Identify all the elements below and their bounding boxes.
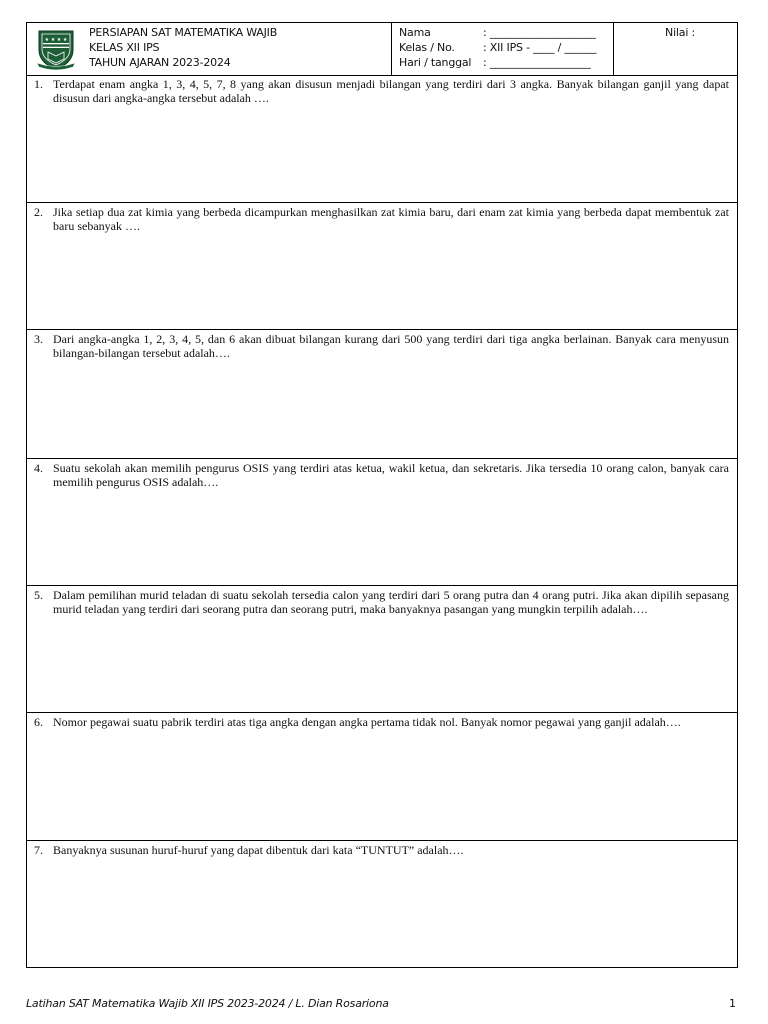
question-text: Terdapat enam angka 1, 3, 4, 5, 7, 8 yang akan disusun menjadi bilangan yang terdiri dari 3 angka. Banyak bilangan ganjil yang dapat disusun dari angka-angka tersebut adalah …. [53,77,729,105]
question-text: Suatu sekolah akan memilih pengurus OSIS yang terdiri atas ketua, wakil ketua, dan sekretaris. Jika tersedia 10 orang calon, banyak cara memilih pengurus OSIS adalah…. [53,461,729,489]
name-blank: : ____________________ [483,26,596,39]
school-crest-icon [35,28,77,70]
page-footer [26,997,736,1013]
question-text: Jika setiap dua zat kimia yang berbeda dicampurkan menghasilkan zat kimia baru, dari enam zat kimia yang berbeda dapat membentuk zat baru sebanyak …. [53,205,729,233]
worksheet-header [27,23,737,76]
name-label: Nama [399,26,431,39]
question-box [27,586,737,713]
title-line-year: TAHUN AJARAN 2023-2024 [89,56,231,69]
question-box [27,841,737,968]
worksheet [26,22,738,968]
logo-cell [27,23,83,75]
question-box [27,459,737,586]
date-label: Hari / tanggal [399,56,472,69]
page-number: 1 [729,997,736,1010]
question-number: 7. [34,843,43,857]
title-line-class: KELAS XII IPS [89,41,160,54]
question-number: 6. [34,715,43,729]
class-blank: : XII IPS - ____ / ______ [483,41,597,54]
name-field [391,25,613,40]
date-blank: : ___________________ [483,56,591,69]
title-line-subject: PERSIAPAN SAT MATEMATIKA WAJIB [89,26,278,39]
identity-cell [391,23,614,75]
question-text: Banyaknya susunan huruf-huruf yang dapat dibentuk dari kata “TUNTUT” adalah…. [53,843,464,857]
question-box [27,713,737,841]
question-box [27,75,737,203]
question-text: Dalam pemilihan murid teladan di suatu sekolah tersedia calon yang terdiri dari 5 orang putra dan 4 orang putri. Jika akan dipilih sepasang murid teladan yang terdiri dari seorang putra dan seorang putri, maka banyaknya pasangan yang mungkin terpilih adalah…. [53,588,729,616]
class-field [391,40,613,55]
svg-text:★ ★ ★ ★: ★ ★ ★ ★ [44,37,68,43]
question-number: 4. [34,461,43,475]
footer-credit: Latihan SAT Matematika Wajib XII IPS 2023-2024 / L. Dian Rosariona [26,997,389,1010]
date-field [391,55,613,70]
question-text: Nomor pegawai suatu pabrik terdiri atas tiga angka dengan angka pertama tidak nol. Banyak nomor pegawai yang ganjil adalah…. [53,715,681,729]
question-text: Dari angka-angka 1, 2, 3, 4, 5, dan 6 akan dibuat bilangan kurang dari 500 yang terdiri dari tiga angka berlainan. Banyak cara menyusun bilangan-bilangan tersebut adalah…. [53,332,729,360]
question-number: 1. [34,77,43,91]
question-number: 5. [34,588,43,602]
score-label: Nilai : [665,26,695,39]
score-cell [613,23,739,75]
question-number: 2. [34,205,43,219]
question-number: 3. [34,332,43,346]
class-label: Kelas / No. [399,41,455,54]
title-cell [83,23,392,75]
question-box [27,330,737,459]
question-box [27,203,737,330]
